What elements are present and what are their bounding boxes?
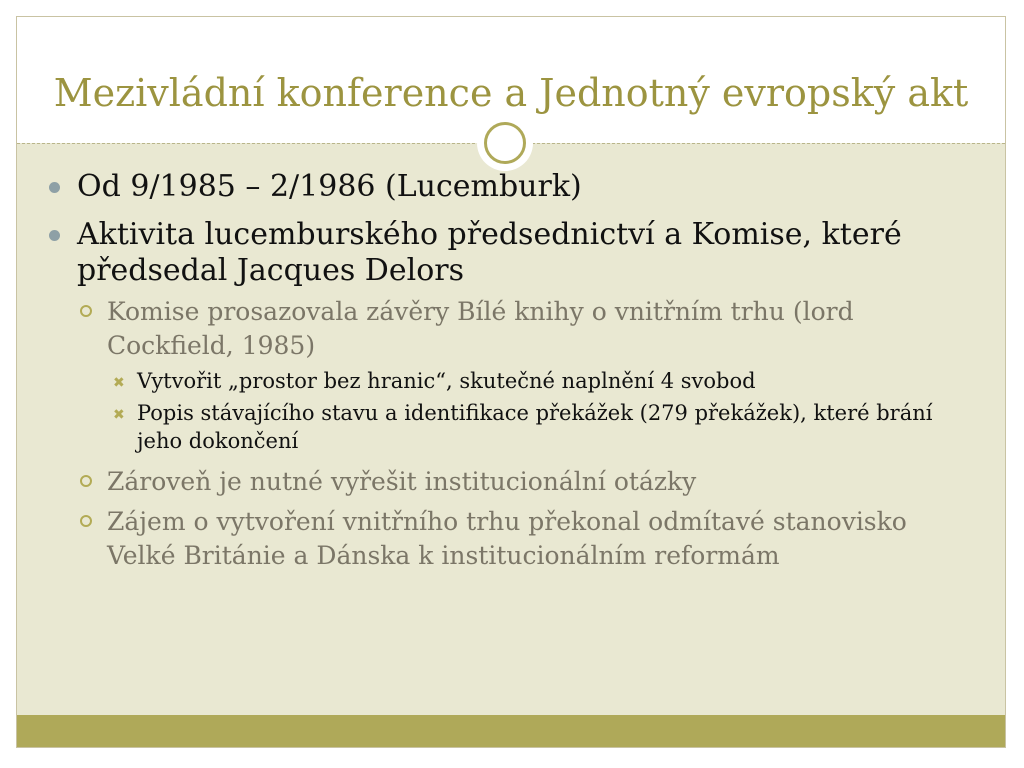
- star-bullet-icon: ✖: [113, 407, 125, 423]
- hollow-circle-bullet-icon: [80, 305, 92, 317]
- filled-circle-bullet-icon: [49, 230, 60, 241]
- sub-bullet-text: Komise prosazovala závěry Bílé knihy o vnitřním trhu (lord Cockfield, 1985): [107, 297, 854, 360]
- sub-bullet-internal-market: [77, 505, 937, 573]
- sub-sub-bullet-text: Popis stávajícího stavu a identifikace překážek (279 překážek), které brání jeho dokončení: [137, 401, 933, 453]
- sub-bullet-text: Zároveň je nutné vyřešit institucionální otázky: [107, 467, 697, 496]
- sub-bullet-text: Zájem o vytvoření vnitřního trhu překonal odmítavé stanovisko Velké Británie a Dánska k institucionálním reformám: [107, 507, 907, 570]
- bullet-item-presidency: [49, 217, 937, 289]
- bullet-text: Od 9/1985 – 2/1986 (Lucemburk): [77, 169, 582, 204]
- sub-sub-bullet-text: Vytvořit „prostor bez hranic“, skutečné naplnění 4 svobod: [137, 369, 756, 393]
- bullet-list: [17, 169, 1005, 577]
- star-bullet-icon: ✖: [113, 375, 125, 391]
- sub-sub-bullet-obstacles: [113, 399, 947, 455]
- bullet-text: Aktivita lucemburského předsednictví a Komise, které předsedal Jacques Delors: [77, 217, 902, 288]
- ring-ornament-icon: [484, 122, 526, 164]
- hollow-circle-bullet-icon: [80, 515, 92, 527]
- sub-bullet-white-paper: [77, 295, 937, 363]
- hollow-circle-bullet-icon: [80, 475, 92, 487]
- footer-bar: [17, 715, 1005, 747]
- sub-bullet-institutional: [77, 465, 937, 499]
- sub-sub-bullet-space: [113, 367, 947, 395]
- filled-circle-bullet-icon: [49, 182, 60, 193]
- slide-frame: [16, 16, 1006, 748]
- bullet-item-dates: [49, 169, 937, 205]
- slide-title: Mezivládní konference a Jednotný evropský akt: [53, 71, 969, 115]
